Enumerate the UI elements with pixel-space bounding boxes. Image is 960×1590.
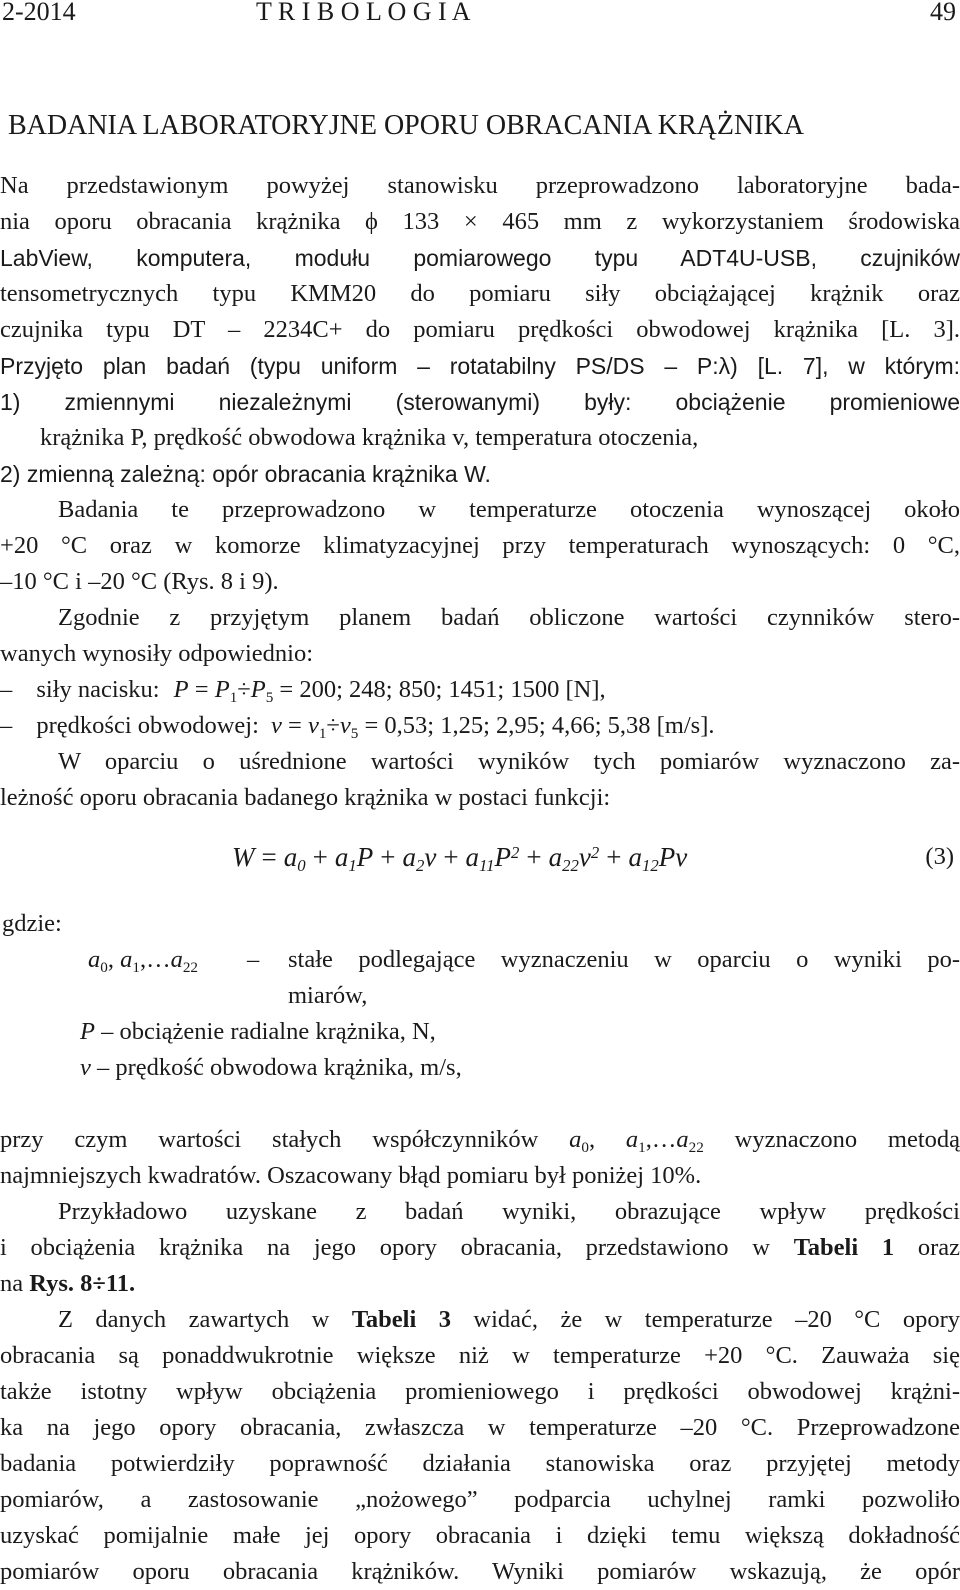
paragraph-line: pomiarów oporu obracania krążników. Wyniki pomiarów wskazują, że opór — [0, 1558, 960, 1585]
paragraph-line: pomiarów, a zastosowanie „nożowego” podparcia uchylnej ramki pozwoliło — [0, 1486, 960, 1513]
paragraph-line: Przykładowo uzyskane z badań wyniki, obrazujące wpływ prędkości — [58, 1198, 960, 1225]
paragraph-line: –10 °C i –20 °C (Rys. 8 i 9). — [0, 568, 279, 595]
paragraph-line: LabView, komputera, modułu pomiarowego typu ADT4U-USB, czujników — [0, 245, 960, 271]
paragraph-line: także istotny wpływ obciążenia promieniowego i prędkości obwodowej krążni- — [0, 1378, 960, 1405]
dash-bullet: – — [0, 712, 13, 739]
paragraph-line: wanych wynosiły odpowiednio: — [0, 640, 314, 667]
paragraph-line: Badania te przeprowadzono w temperaturze otoczenia wynoszącej około — [58, 496, 960, 523]
section-title: BADANIA LABORATORYJNE OPORU OBRACANIA KRĄŻNIKA — [8, 110, 804, 141]
table-reference: Tabeli 3 — [351, 1306, 451, 1333]
list-item-continuation: krążnika P, prędkość obwodowa krążnika v, temperatura otoczenia, — [40, 424, 699, 451]
table-reference: Tabeli 1 — [793, 1234, 895, 1261]
paragraph-line: badania potwierdziły poprawność działania stanowiska oraz przyjętej metody — [0, 1450, 960, 1477]
paragraph-line: czujnika typu DT – 2234C+ do pomiaru prędkości obwodowej krążnika [L. 3]. — [0, 316, 960, 343]
speed-values: = 0,53; 1,25; 2,95; 4,66; 5,38 [m/s]. — [364, 712, 715, 739]
paragraph-line: nia oporu obracania krążnika ϕ 133 × 465 mm z wykorzystaniem środowiska — [0, 208, 960, 235]
paragraph-line: uzyskać pomijalnie małe jej opory obracania i dzięki temu większą dokładność — [0, 1522, 960, 1549]
paragraph-line: na Rys. 8÷11. — [0, 1270, 136, 1297]
speed-formula: v — [271, 712, 282, 739]
paragraph-line: Przyjęto plan badań (typu uniform – rotatabilny PS/DS – P:λ) [L. 7], w którym: — [0, 353, 960, 379]
list-item: 2) zmienną zależną: opór obracania krążnika W. — [0, 461, 491, 487]
paragraph-line: przy czym wartości stałych współczynników $a_0$, $a_1,\dots a_{22}$ wyznaczono metodą — [0, 1126, 960, 1156]
where-label: gdzie: — [2, 910, 62, 937]
force-values-item: – siły nacisku: $P = P_1\div P_5 = 200$; 248; 850; 1451; 1500 [N], — [0, 676, 606, 706]
paragraph-line: Na przedstawionym powyżej stanowisku przeprowadzono laboratoryjne bada- — [0, 172, 960, 199]
speed-values-item: – prędkości obwodowej: $v = v_1\div v_5 = 0,53$; 1,25; 2,95; 4,66; 5,38 [m/s]. — [0, 712, 715, 742]
coefficients-symbol: $a_0$, $a_1,\dots a_{22}$ — [88, 946, 198, 976]
paragraph-line: i obciążenia krążnika na jego opory obracania, przedstawiono w Tabeli 1 oraz — [0, 1234, 960, 1261]
coefficients-description: stałe podlegające wyznaczeniu w oparciu o wyniki po- — [288, 946, 960, 973]
paragraph-line: W oparciu o uśrednione wartości wyników tych pomiarów wyznaczono za- — [58, 748, 960, 775]
force-formula: P — [173, 676, 189, 703]
regression-equation: $W = a_0 + a_1P + a_2v + a_{11}P^2 + a_{22}v^2 + a_{12}Pv$ — [232, 842, 688, 876]
coefficients-description-cont: miarów, — [288, 982, 368, 1009]
v-definition: v – prędkość obwodowa krążnika, m/s, — [80, 1054, 462, 1081]
paragraph-line: Zgodnie z przyjętym planem badań obliczone wartości czynników stero- — [58, 604, 960, 631]
figure-reference: Rys. 8÷11. — [29, 1270, 136, 1297]
paragraph-line: tensometrycznych typu KMM20 do pomiaru siły obciążającej krążnik oraz — [0, 280, 960, 307]
paragraph-line: leżność oporu obracania badanego krążnika w postaci funkcji: — [0, 784, 611, 811]
paragraph-line: +20 °C oraz w komorze klimatyzacyjnej przy temperaturach wynoszących: 0 °C, — [0, 532, 960, 559]
paragraph-line: najmniejszych kwadratów. Oszacowany błąd pomiaru był poniżej 10%. — [0, 1162, 702, 1189]
paragraph-line: obracania są ponaddwukrotnie większe niż w temperaturze +20 °C. Zauważa się — [0, 1342, 960, 1369]
paragraph-line: Z danych zawartych w Tabeli 3 widać, że w temperaturze –20 °C opory — [58, 1306, 960, 1333]
speed-label: prędkości obwodowej: — [36, 712, 259, 739]
paragraph-line: ka na jego opory obracania, zwłaszcza w temperaturze –20 °C. Przeprowadzone — [0, 1414, 960, 1441]
definition-dash: – — [247, 946, 260, 973]
dash-bullet: – — [0, 676, 13, 703]
force-values: = 200; 248; 850; 1451; 1500 [N], — [279, 676, 606, 703]
equation-number: (3) — [925, 843, 954, 870]
p-definition: P – obciążenie radialne krążnika, N, — [80, 1018, 436, 1045]
list-item: 1) zmiennymi niezależnymi (sterowanymi) były: obciążenie promieniowe — [0, 389, 960, 415]
force-label: siły nacisku: — [36, 676, 160, 703]
issue-label: 2-2014 — [2, 0, 76, 26]
page-number: 49 — [930, 0, 956, 26]
journal-name: T R I B O L O G I A — [256, 0, 471, 26]
